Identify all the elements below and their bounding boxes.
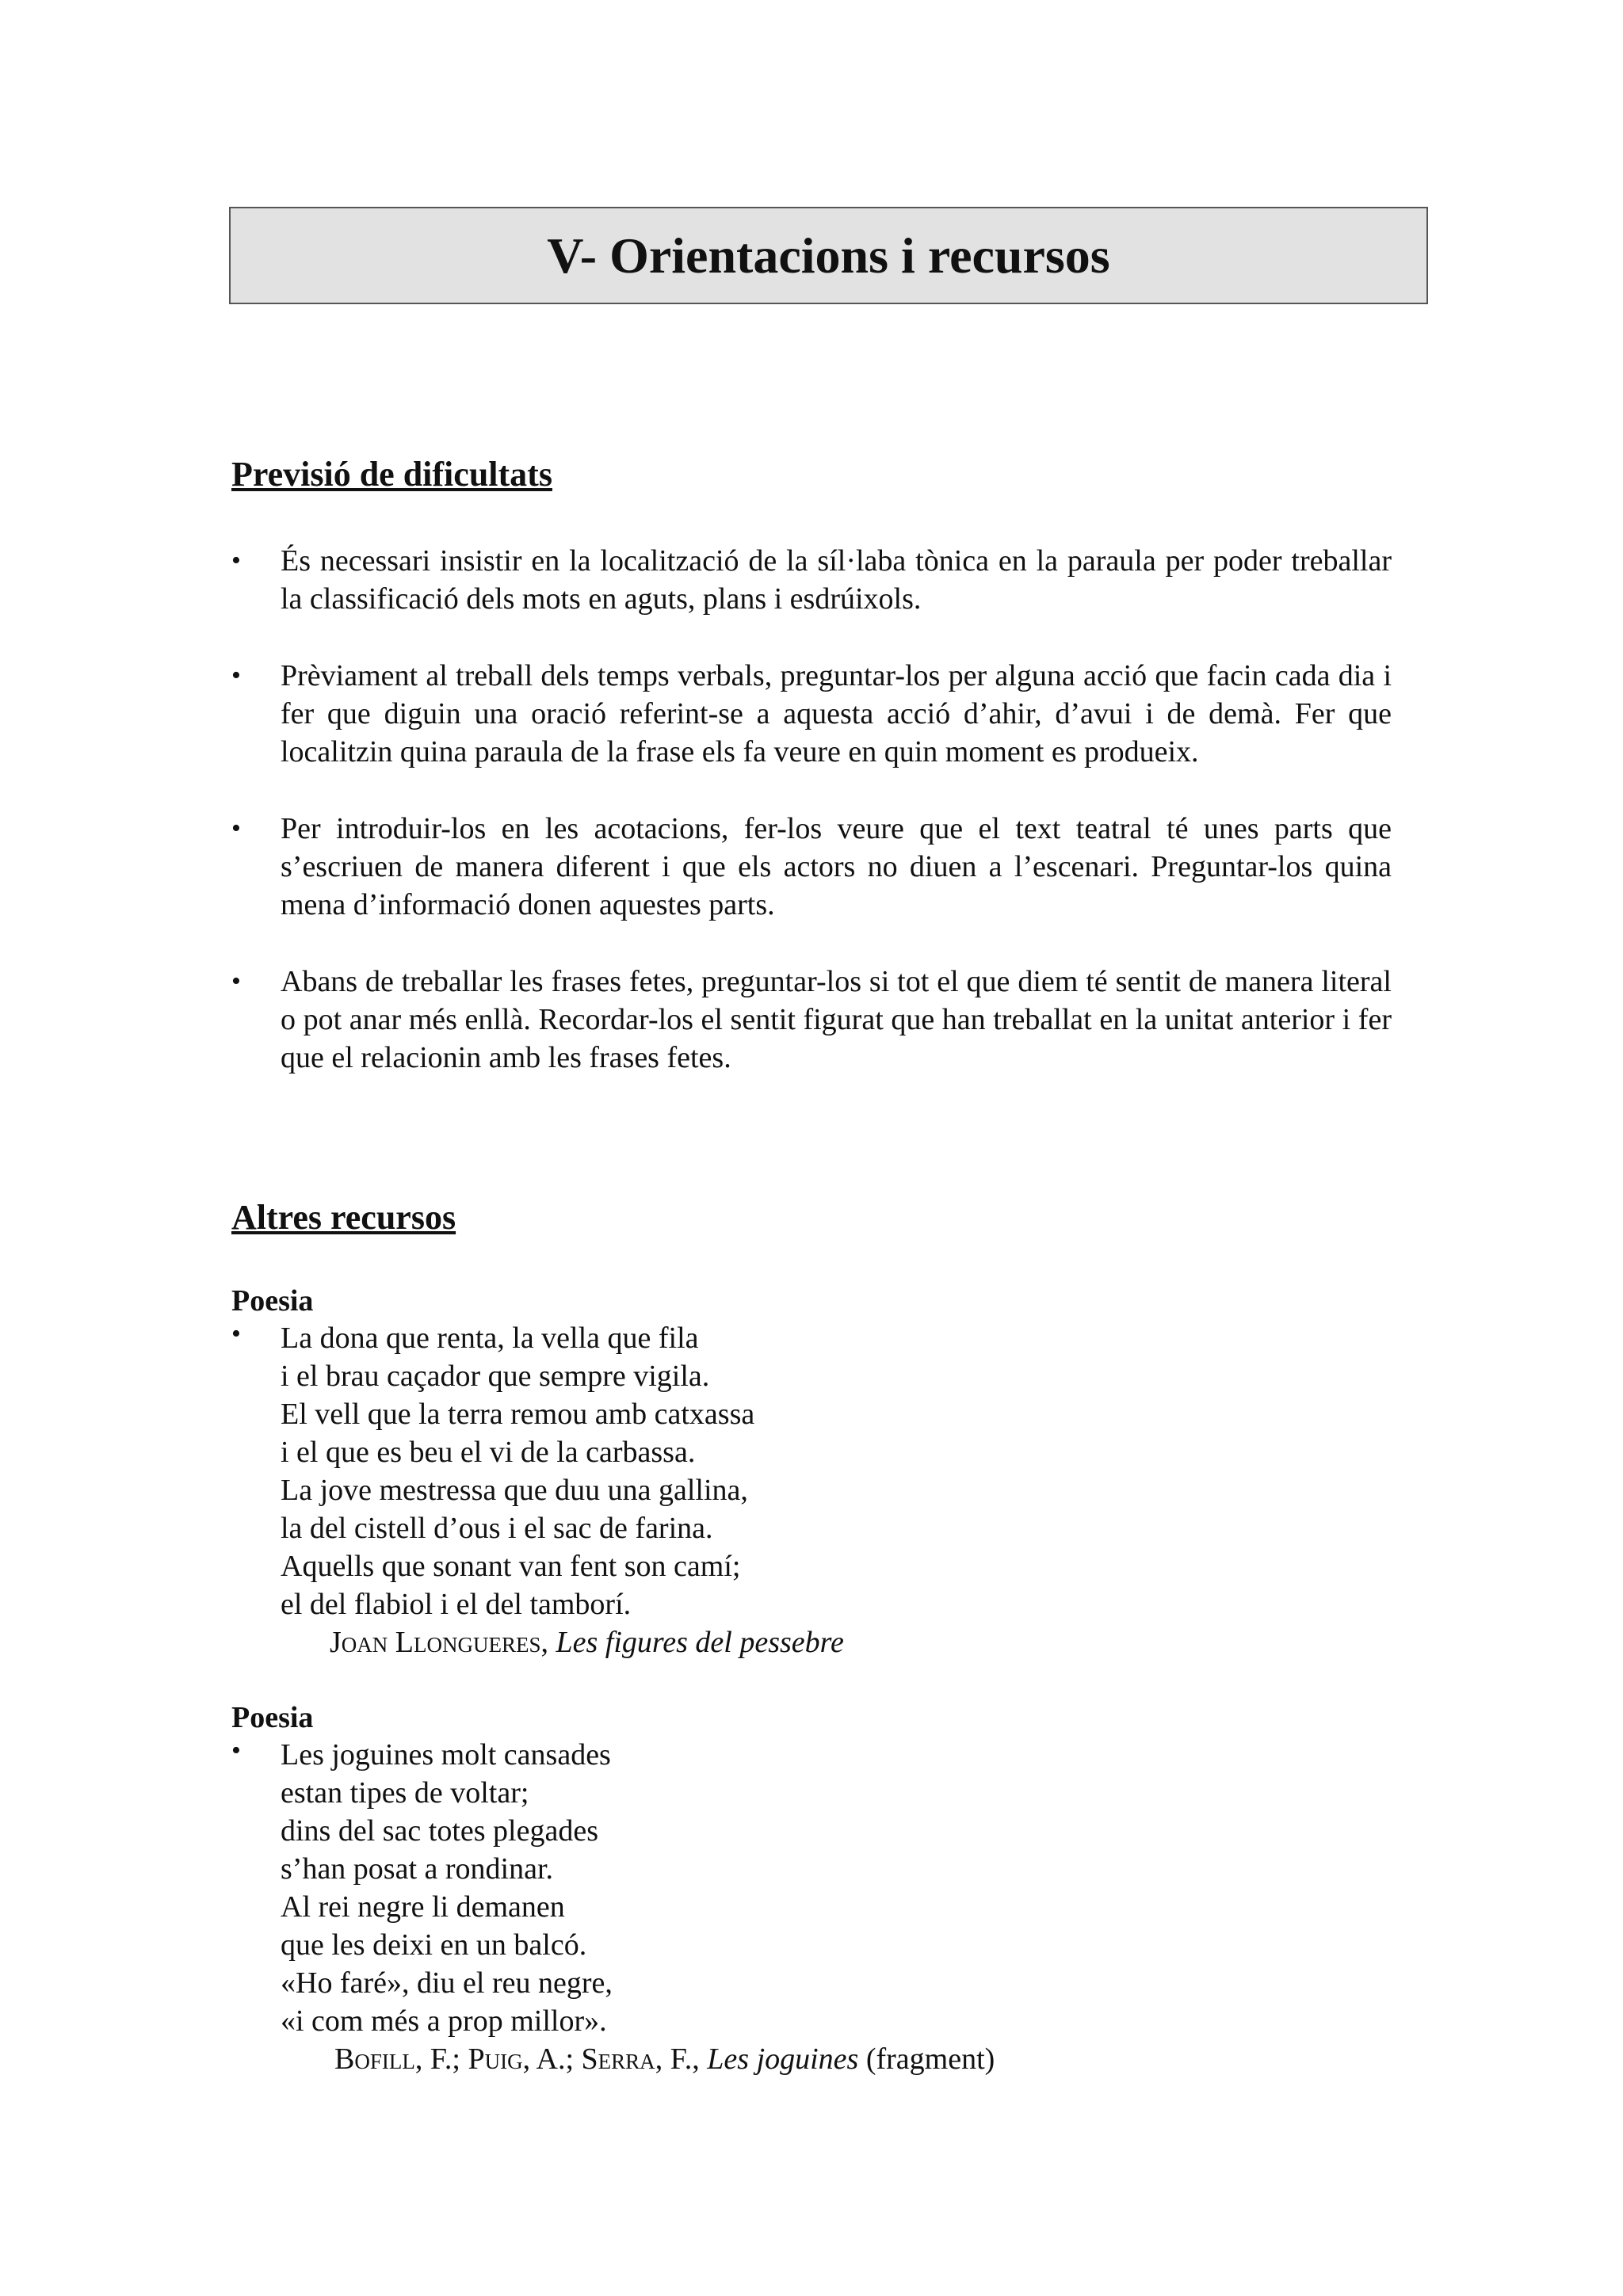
poem-attribution: [330, 1623, 844, 1661]
poem-line: Les joguines molt cansades: [281, 1738, 611, 1772]
attribution-separator: ,: [540, 1626, 556, 1659]
poem-block: [231, 1319, 844, 1661]
title-box: [229, 207, 1428, 304]
list-item-text: Per introduir-los en les acotacions, fer-los veure que el text teatral té unes parts que s’escriuen de manera diferent i que els actors no diuen a l’escenari. Preguntar-los quina mena d’informació donen aquestes parts.: [281, 812, 1392, 921]
poem-line: El vell que la terra remou amb catxassa: [281, 1398, 755, 1431]
poem-line: La jove mestressa que duu una gallina,: [281, 1474, 748, 1507]
attribution-work: Les figures del pessebre: [556, 1626, 844, 1659]
section-heading-difficulties: Previsió de dificultats: [231, 455, 552, 494]
attribution-work: Les joguines: [707, 2042, 859, 2076]
poem-line: dins del sac totes plegades: [281, 1814, 599, 1848]
attribution-initial: , A.;: [522, 2042, 582, 2076]
poem-line: Al rei negre li demanen: [281, 1890, 565, 1924]
poem-line: el del flabiol i el del tamborí.: [281, 1588, 632, 1621]
list-item-text: Prèviament al treball dels temps verbals, preguntar-los per alguna acció que facin cada dia i fer que diguin una oració referint-se a aquesta acció d’ahir, d’avui i de demà. Fer que localitzin quina paraula de la frase els fa veure en quin moment es produeix.: [281, 659, 1392, 769]
attribution-initial: , F.;: [414, 2042, 468, 2076]
poem-line: i el brau caçador que sempre vigila.: [281, 1360, 710, 1393]
poem-line: «Ho faré», diu el reu negre,: [281, 1966, 613, 2000]
attribution-author: Serra: [581, 2042, 655, 2076]
attribution-author: Puig: [468, 2042, 523, 2076]
list-item-text: Abans de treballar les frases fetes, preguntar-los si tot el que diem té sentit de manera literal o pot anar més enllà. Recordar-los el sentit figurat que han treballat en la unitat anterior i fer que el relacionin amb les frases fetes.: [281, 965, 1392, 1074]
attribution-initial: , F.,: [655, 2042, 708, 2076]
list-item: [231, 963, 1392, 1077]
section-heading-resources: Altres recursos: [231, 1198, 456, 1237]
list-item: [231, 542, 1392, 618]
list-item: [231, 657, 1392, 771]
poem-heading: Poesia: [231, 1701, 314, 1734]
poem-line: Aquells que sonant van fent son camí;: [281, 1550, 741, 1583]
bullet-icon: •: [231, 661, 241, 690]
poem-attribution: [334, 2040, 995, 2078]
poem-line: La dona que renta, la vella que fila: [281, 1322, 699, 1355]
bullet-icon: •: [231, 1319, 241, 1348]
difficulties-list: [231, 542, 1392, 1116]
poem-line: s’han posat a rondinar.: [281, 1852, 554, 1886]
poem-line: que les deixi en un balcó.: [281, 1928, 587, 1962]
bullet-icon: •: [231, 967, 241, 996]
poem-line: la del cistell d’ous i el sac de farina.: [281, 1512, 713, 1545]
poem-line: i el que es beu el vi de la carbassa.: [281, 1436, 696, 1469]
attribution-author: Bofill: [334, 2042, 415, 2076]
list-item: [231, 810, 1392, 924]
attribution-author: Joan Llongueres: [330, 1626, 541, 1659]
list-item-text: És necessari insistir en la localització de la síl·laba tònica en la paraula per poder treballar la classificació dels mots en aguts, plans i esdrúixols.: [281, 544, 1392, 616]
attribution-suffix: (fragment): [858, 2042, 995, 2076]
poem-heading: Poesia: [231, 1284, 314, 1318]
page-title: V- Orientacions i recursos: [547, 227, 1110, 284]
bullet-icon: •: [231, 1736, 241, 1765]
poem-block: [231, 1736, 995, 2078]
poem-line: estan tipes de voltar;: [281, 1776, 529, 1810]
bullet-icon: •: [231, 546, 241, 575]
bullet-icon: •: [231, 814, 241, 843]
poem-line: «i com més a prop millor».: [281, 2004, 607, 2038]
